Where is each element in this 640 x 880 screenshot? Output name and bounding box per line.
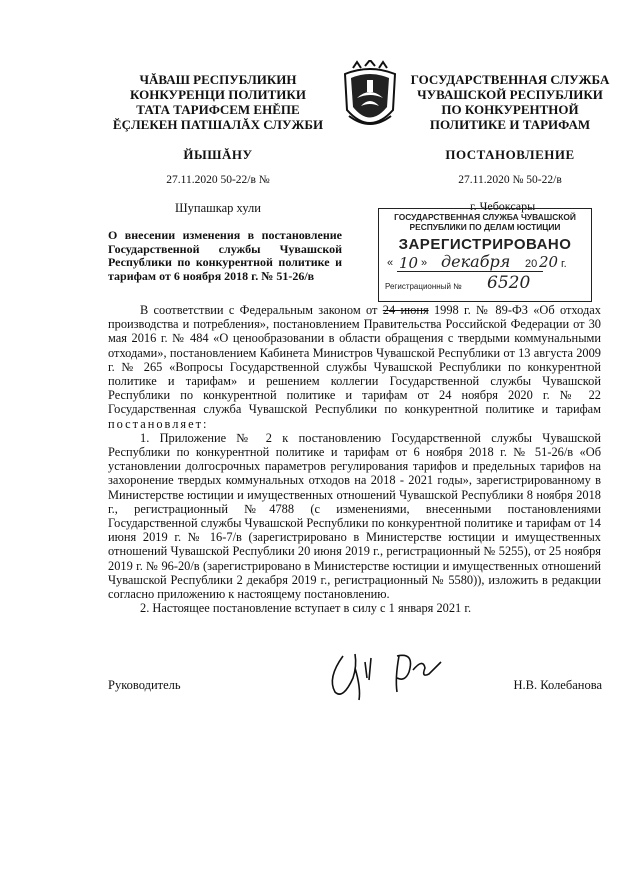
stamp-registered: ЗАРЕГИСТРИРОВАНО: [398, 236, 572, 253]
signature-name: Н.В. Колебанова: [513, 678, 602, 692]
document-subject: О внесении изменения в постановление Государственной службы Чувашской Республики по конкурентной политике и тарифам от 6 ноября 2018 г. № 51-26/в: [108, 228, 342, 283]
header-right: [410, 72, 610, 132]
header-right-line: ЧУВАШСКОЙ РЕСПУБЛИКИ: [417, 87, 603, 102]
stamp-year-suffix: 20: [539, 253, 559, 271]
header-right-line: ГОСУДАРСТВЕННАЯ СЛУЖБА: [410, 72, 610, 87]
header-left: [108, 72, 328, 132]
date-number-right: 27.11.2020 № 50-22/в: [458, 174, 562, 186]
p1-pre-strike: В соответствии с Федеральным законом от: [140, 303, 378, 317]
doc-type-left: ЙЫШĂНУ: [183, 147, 253, 162]
stamp-date-row: « 10 » декабря 20 20 г.: [387, 252, 567, 272]
emblem-icon: [337, 60, 403, 140]
header-left-line: КОНКУРЕНЦИ ПОЛИТИКИ: [130, 87, 306, 102]
stamp-reg-row: [379, 275, 591, 293]
stamp-line-2: РЕСПУБЛИКИ ПО ДЕЛАМ ЮСТИЦИИ: [409, 222, 561, 232]
doc-type-right: ПОСТАНОВЛЕНИЕ: [445, 147, 575, 162]
header-left-line: ĔÇЛЕКЕН ПАТШАЛĂХ СЛУЖБИ: [112, 117, 324, 132]
city-right: г. Чебоксары: [470, 199, 536, 213]
paragraph-1: [108, 303, 601, 431]
stamp-month: декабря: [441, 252, 511, 271]
header-left-line: ЧĂВАШ РЕСПУБЛИКИН: [139, 72, 297, 87]
header-right-line: ПО КОНКУРЕНТНОЙ: [441, 102, 579, 117]
stamp-year-unit: г.: [561, 258, 567, 270]
p1-verb: постановляет:: [108, 416, 209, 431]
header-right-line: ПОЛИТИКЕ И ТАРИФАМ: [429, 117, 591, 132]
signature-position: Руководитель: [108, 678, 181, 692]
registration-stamp: [378, 208, 592, 302]
date-number-left: 27.11.2020 50-22/в №: [166, 174, 270, 186]
p1-rest: 1998 г. № 89-ФЗ «Об отходах производства и потребления», постановлением Правительства Российской Федерации от 30 мая 2016 г. № 484 «О ценообразовании в области обращения с твердыми коммунальными отходами», постановлением Кабинета Министров Чувашской Республики от 13 августа 2009 г. № 265 «Вопросы Государственной службы Чувашской Республики по конкурентной политике и тарифам» и решением коллегии Государственной службы Чувашской Республики по конкурентной политике и тарифам от 24 ноября 2020 г. № 22 Государственная служба Чувашской Республики по конкурентной политике и тарифам: [108, 303, 601, 417]
header-left-line: ТАТА ТАРИФСЕМ ЕНĚПЕ: [136, 102, 300, 117]
stamp-reg-number: 6520: [487, 273, 531, 293]
handwritten-signature: [325, 648, 445, 704]
stamp-reg-label: Регистрационный №: [385, 282, 462, 291]
document-body: [108, 303, 601, 615]
stamp-day: 10: [399, 254, 419, 272]
paragraph-2: 1. Приложение № 2 к постановлению Государственной службы Чувашской Республики по конкурентной политике и тарифам от 6 ноября 2018 г. № 51-26/в «Об установлении долгосрочных параметров регулирования тарифов и предельных тарифов на захоронение твердых коммунальных отходов на 2018 - 2021 годы», зарегистрированному в Министерстве юстиции и имущественных отношений Чувашской Республики 8 ноября 2018 г., регистрационный №4788 (с изменениями, внесенными постановлениями Государственной службы Чувашской Республики по конкурентной политике и тарифам от 14 июня 2019 г. № 16-7/в (зарегистрировано в Министерстве юстиции и имущественных отношений Чувашской Республики 20 июня 2019 г., регистрационный № 5255), от 25 ноября 2019 г. № 96-20/в (зарегистрировано в Министерстве юстиции и имущественных отношений Чувашской Республики 2 декабря 2019 г., регистрационный № 5580)), изложить в редакции согласно приложению к настоящему постановлению.: [108, 430, 601, 602]
stamp-line-1: ГОСУДАРСТВЕННАЯ СЛУЖБА ЧУВАШСКОЙ: [394, 212, 576, 222]
paragraph-3: 2. Настоящее постановление вступает в силу с 1 января 2021 г.: [140, 601, 472, 616]
stamp-year-prefix: 20: [525, 258, 538, 270]
p1-strikethrough: 24 июня: [382, 303, 429, 317]
city-left: Шупашкар хули: [175, 201, 261, 215]
